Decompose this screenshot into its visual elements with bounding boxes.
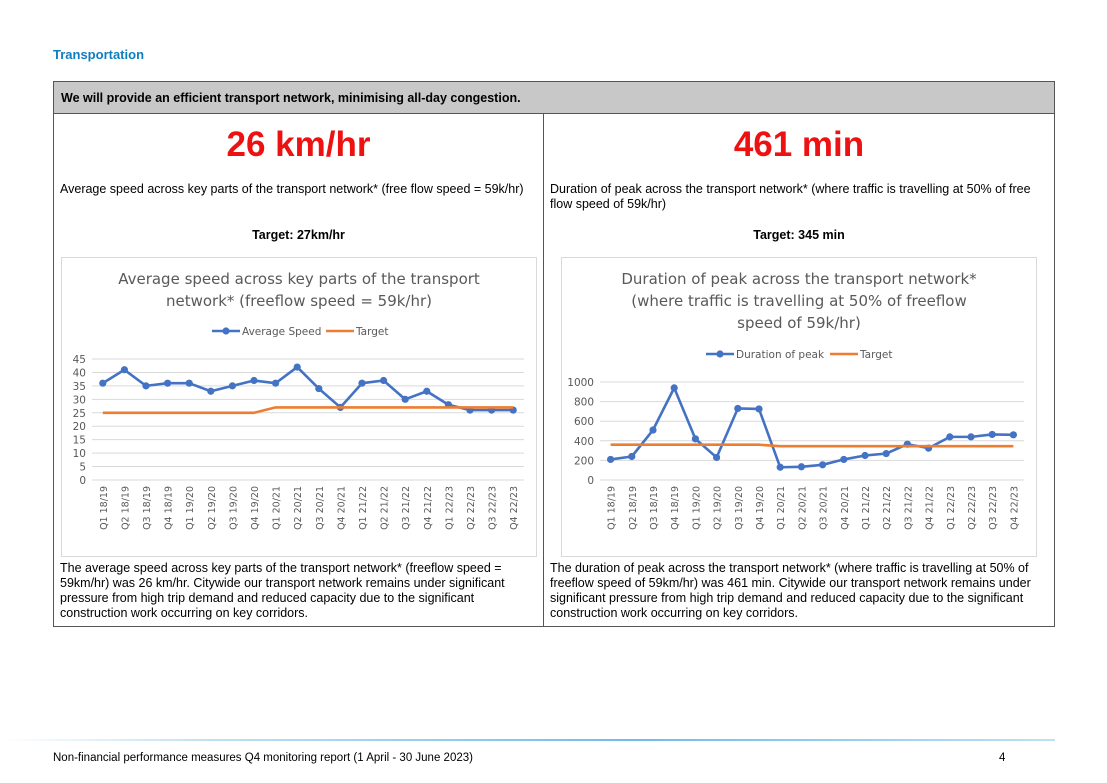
data-point <box>142 382 149 389</box>
data-point <box>989 431 996 438</box>
chart-duration-peak <box>561 257 1037 557</box>
y-tick-label: 0 <box>79 475 86 487</box>
y-tick-label: 5 <box>79 461 86 474</box>
x-tick-label: Q4 18/19 <box>163 486 175 530</box>
description-speed: Average speed across key parts of the transport network* (free flow speed = 59k/hr) <box>60 182 524 196</box>
x-tick-label: Q2 18/19 <box>627 486 639 530</box>
x-tick-label: Q1 19/20 <box>691 486 703 530</box>
x-tick-label: Q2 20/21 <box>797 486 809 530</box>
section-heading: Transportation <box>53 47 145 62</box>
series-line-target <box>611 445 1014 446</box>
data-point <box>250 377 257 384</box>
summary-speed: The average speed across key parts of the transport network* (freeflow speed = 59km/hr) was 26 km/hr. Citywide our transport network remains under significant pressure from high trip demand and reduced capacity due to the significant construction work occurring on key corridors. <box>60 561 505 620</box>
data-point <box>861 452 868 459</box>
x-tick-label: Q3 20/21 <box>314 486 326 530</box>
data-point <box>671 384 678 391</box>
y-tick-label: 400 <box>573 435 594 448</box>
right-column <box>544 115 1054 627</box>
data-point <box>315 385 322 392</box>
data-point <box>840 456 847 463</box>
page-number: 4 <box>999 752 1006 764</box>
data-point <box>164 380 171 387</box>
data-point <box>946 433 953 440</box>
data-point <box>186 380 193 387</box>
x-tick-label: Q3 19/20 <box>733 486 745 530</box>
x-tick-label: Q1 20/21 <box>271 486 283 530</box>
data-point <box>777 464 784 471</box>
y-tick-label: 0 <box>587 475 594 487</box>
chart-svg <box>62 258 536 556</box>
legend-label: Average Speed <box>242 326 322 338</box>
x-tick-label: Q1 22/23 <box>444 486 456 530</box>
data-point <box>607 456 614 463</box>
x-tick-label: Q1 18/19 <box>606 486 618 530</box>
y-tick-label: 30 <box>72 394 86 407</box>
x-tick-label: Q3 18/19 <box>142 486 153 530</box>
y-tick-label: 15 <box>72 434 86 447</box>
y-tick-label: 600 <box>573 416 594 429</box>
data-point <box>819 461 826 468</box>
x-tick-label: Q1 18/19 <box>98 486 110 530</box>
y-tick-label: 20 <box>72 421 86 434</box>
x-tick-label: Q4 20/21 <box>839 486 851 530</box>
data-point <box>402 396 409 403</box>
data-point <box>713 454 720 461</box>
legend-label: Target <box>356 326 389 338</box>
data-point <box>798 463 805 470</box>
data-point <box>734 405 741 412</box>
y-tick-label: 25 <box>72 407 86 420</box>
chart-title-line: Duration of peak across the transport network* <box>621 270 977 288</box>
x-tick-label: Q2 21/22 <box>882 486 894 530</box>
data-point <box>380 377 387 384</box>
x-tick-label: Q4 19/20 <box>250 486 261 530</box>
x-tick-label: Q3 21/22 <box>903 486 915 530</box>
x-tick-label: Q2 22/23 <box>466 486 477 530</box>
x-tick-label: Q3 22/23 <box>988 486 1000 530</box>
y-tick-label: 200 <box>573 455 594 468</box>
summary-peak: The duration of peak across the transport network* (where traffic is travelling at 50% of freeflow speed of 59km/hr) was 461 min. Citywide our transport network remains under significant pressure from high trip demand and reduced capacity due to the significant construction work occurring on key corridors. <box>550 561 1031 620</box>
description-peak: Duration of peak across the transport network* (where traffic is travelling at 50% of free flow speed of 59k/hr) <box>550 182 1031 211</box>
data-point <box>229 382 236 389</box>
series-line-target <box>103 407 513 412</box>
x-tick-label: Q1 21/22 <box>358 486 369 530</box>
chart-title-line: network* (freeflow speed = 59k/hr) <box>165 292 433 310</box>
data-point <box>207 388 214 395</box>
x-tick-label: Q3 21/22 <box>401 486 413 530</box>
x-tick-label: Q4 22/23 <box>509 486 521 530</box>
legend-marker <box>716 350 723 357</box>
x-tick-label: Q3 20/21 <box>818 486 830 530</box>
chart-svg <box>562 258 1036 556</box>
legend-marker <box>222 327 229 334</box>
y-tick-label: 1000 <box>567 377 594 389</box>
data-point <box>358 380 365 387</box>
x-tick-label: Q1 19/20 <box>185 486 197 530</box>
legend-label: Target <box>860 349 893 361</box>
x-tick-label: Q1 21/22 <box>861 486 872 530</box>
data-point <box>649 426 656 433</box>
data-point <box>272 380 279 387</box>
chart-title-line: (where traffic is travelling at 50% of freeflow <box>631 292 967 310</box>
big-value-speed: 26 km/hr <box>226 125 371 164</box>
target-speed: Target: 27km/hr <box>252 228 345 242</box>
data-point <box>99 380 106 387</box>
x-tick-label: Q4 19/20 <box>755 486 766 530</box>
chart-title-line: Average speed across key parts of the transport <box>118 270 480 288</box>
y-tick-label: 10 <box>72 448 86 461</box>
y-tick-label: 35 <box>72 380 86 393</box>
footer-text: Non-financial performance measures Q4 monitoring report (1 April - 30 June 2023) <box>53 752 473 764</box>
data-point <box>755 405 762 412</box>
target-peak: Target: 345 min <box>753 228 845 242</box>
y-tick-label: 45 <box>72 354 86 366</box>
chart-title-line: speed of 59k/hr) <box>737 314 861 332</box>
x-tick-label: Q4 21/22 <box>924 486 936 530</box>
x-tick-label: Q3 19/20 <box>228 486 240 530</box>
y-tick-label: 40 <box>72 367 86 380</box>
x-tick-label: Q1 22/23 <box>945 486 957 530</box>
x-tick-label: Q1 20/21 <box>776 486 788 530</box>
data-point <box>121 366 128 373</box>
left-column <box>54 115 543 627</box>
measure-box <box>53 81 1055 627</box>
data-point <box>423 388 430 395</box>
x-tick-label: Q2 19/20 <box>206 486 218 530</box>
x-tick-label: Q3 22/23 <box>487 486 499 530</box>
data-point <box>967 433 974 440</box>
y-tick-label: 800 <box>573 396 594 409</box>
x-tick-label: Q4 22/23 <box>1009 486 1021 530</box>
data-point <box>883 450 890 457</box>
x-tick-label: Q3 18/19 <box>649 486 660 530</box>
chart-average-speed <box>61 257 537 557</box>
data-point <box>1010 431 1017 438</box>
legend-label: Duration of peak <box>736 349 825 361</box>
x-tick-label: Q2 19/20 <box>712 486 724 530</box>
footer-rule <box>0 739 1055 741</box>
x-tick-label: Q2 22/23 <box>967 486 978 530</box>
big-value-peak: 461 min <box>733 125 865 164</box>
x-tick-label: Q2 18/19 <box>120 486 132 530</box>
x-tick-label: Q4 20/21 <box>336 486 348 530</box>
x-tick-label: Q4 21/22 <box>422 486 434 530</box>
x-tick-label: Q2 20/21 <box>293 486 305 530</box>
data-point <box>294 363 301 370</box>
box-header: We will provide an efficient transport network, minimising all-day congestion. <box>54 82 1054 114</box>
x-tick-label: Q2 21/22 <box>379 486 391 530</box>
data-point <box>692 435 699 442</box>
series-line-primary <box>611 388 1014 467</box>
x-tick-label: Q4 18/19 <box>670 486 682 530</box>
data-point <box>628 453 635 460</box>
